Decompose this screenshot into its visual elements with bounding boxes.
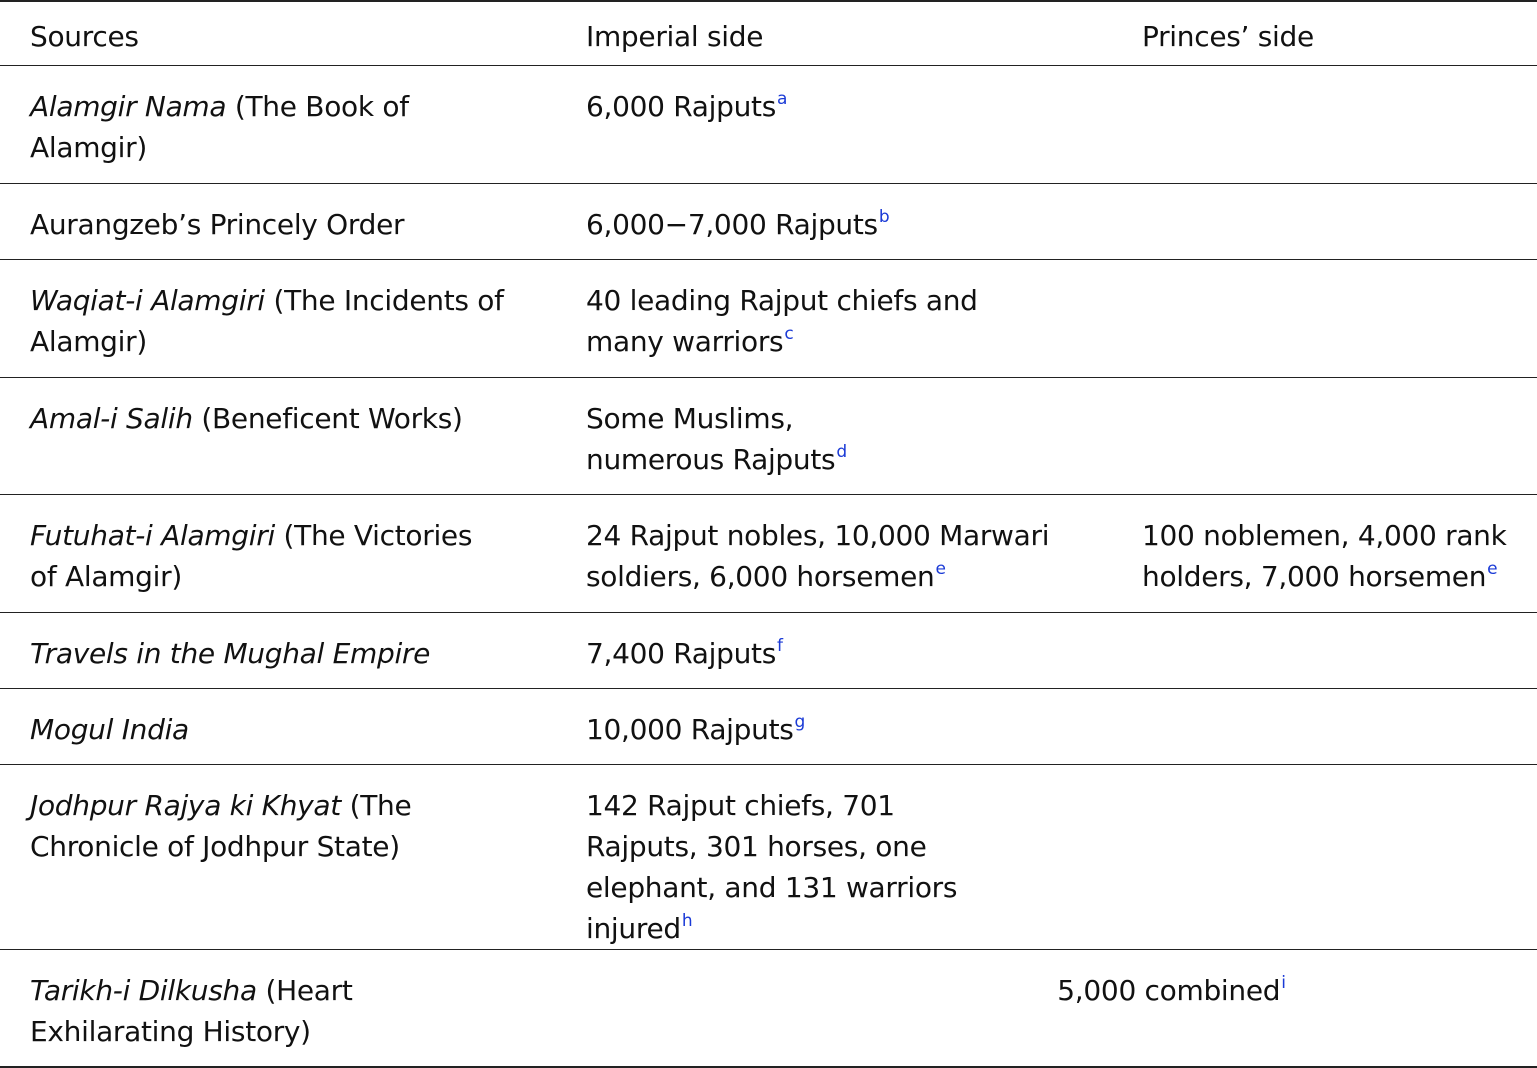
imperial-value: 6,000 Rajputs: [586, 89, 777, 123]
imperial-value: 7,400 Rajputs: [586, 636, 777, 670]
source-title: Tarikh-i Dilkusha: [30, 973, 257, 1007]
footnote-link[interactable]: i: [1281, 972, 1286, 993]
source-subtitle: (Beneficent Works): [192, 401, 463, 435]
imperial-value: 10,000 Rajputs: [586, 712, 794, 746]
source-cell: [0, 259, 556, 377]
princes-cell: [1112, 764, 1537, 949]
source-subtitle: (The Incidents of Alamgir): [30, 283, 504, 358]
table-row: [0, 612, 1537, 688]
footnote-link[interactable]: g: [794, 711, 806, 732]
source-cell: [0, 949, 556, 1067]
imperial-cell: [556, 377, 1112, 494]
footnote-link[interactable]: h: [681, 910, 693, 931]
source-cell: [0, 377, 556, 494]
footnote-link[interactable]: e: [935, 558, 946, 579]
source-title: Futuhat-i Alamgiri: [30, 518, 275, 552]
princes-value: 100 noblemen, 4,000 rank holders, 7,000 horsemen: [1142, 518, 1507, 593]
header-sources: Sources: [0, 1, 556, 65]
imperial-value: 142 Rajput chiefs, 701 Rajputs, 301 horses, one elephant, and 131 warriors injured: [586, 788, 958, 945]
imperial-value: Some Muslims, numerous Rajputs: [586, 401, 836, 476]
table-row: [0, 259, 1537, 377]
footnote-link[interactable]: e: [1487, 558, 1498, 579]
princes-cell: [1112, 612, 1537, 688]
table-row: [0, 688, 1537, 764]
table-row: [0, 764, 1537, 949]
footnote-link[interactable]: c: [784, 323, 794, 344]
combined-value: 5,000 combined: [1057, 973, 1281, 1007]
footnote-link[interactable]: b: [878, 206, 890, 227]
imperial-cell: [556, 764, 1112, 949]
header-imperial-side: Imperial side: [556, 1, 1112, 65]
combined-cell: [556, 949, 1537, 1067]
table-row: [0, 494, 1537, 612]
table-row: [0, 949, 1537, 1067]
imperial-value: 40 leading Rajput chiefs and many warriors: [586, 283, 978, 358]
imperial-cell: [556, 259, 1112, 377]
source-subtitle: (The Victories of Alamgir): [30, 518, 473, 593]
header-princes-side: Princes’ side: [1112, 1, 1537, 65]
source-cell: [0, 65, 556, 183]
source-title: Mogul India: [30, 712, 189, 746]
imperial-value: 6,000−7,000 Rajputs: [586, 207, 878, 241]
princes-cell: [1112, 65, 1537, 183]
imperial-cell: [556, 494, 1112, 612]
table-row: [0, 183, 1537, 259]
source-cell: [0, 612, 556, 688]
source-cell: [0, 688, 556, 764]
source-title: Amal-i Salih: [30, 401, 193, 435]
source-title: Alamgir Nama: [30, 89, 227, 123]
princes-cell: [1112, 377, 1537, 494]
table-header-row: [0, 1, 1537, 65]
princes-cell: [1112, 183, 1537, 259]
source-cell: [0, 764, 556, 949]
source-title: Travels in the Mughal Empire: [30, 636, 431, 670]
source-subtitle: (Heart Exhilarating History): [30, 973, 353, 1048]
source-cell: [0, 494, 556, 612]
imperial-cell: [556, 65, 1112, 183]
source-subtitle: (The Chronicle of Jodhpur State): [30, 788, 412, 863]
imperial-cell: [556, 688, 1112, 764]
source-title: Waqiat-i Alamgiri: [30, 283, 265, 317]
source-subtitle: (The Book of Alamgir): [30, 89, 409, 164]
princes-cell: [1112, 259, 1537, 377]
source-title: Jodhpur Rajya ki Khyat: [30, 788, 341, 822]
footnote-link[interactable]: d: [836, 441, 847, 462]
princes-cell: [1112, 688, 1537, 764]
table-row: [0, 65, 1537, 183]
imperial-value: 24 Rajput nobles, 10,000 Marwari soldiers, 6,000 horsemen: [586, 518, 1050, 593]
imperial-cell: [556, 612, 1112, 688]
imperial-cell: [556, 183, 1112, 259]
table-row: [0, 377, 1537, 494]
footnote-link[interactable]: a: [777, 88, 788, 109]
source-cell: [0, 183, 556, 259]
princes-cell: [1112, 494, 1537, 612]
source-subtitle: Aurangzeb’s Princely Order: [30, 207, 405, 241]
footnote-link[interactable]: f: [777, 635, 783, 656]
